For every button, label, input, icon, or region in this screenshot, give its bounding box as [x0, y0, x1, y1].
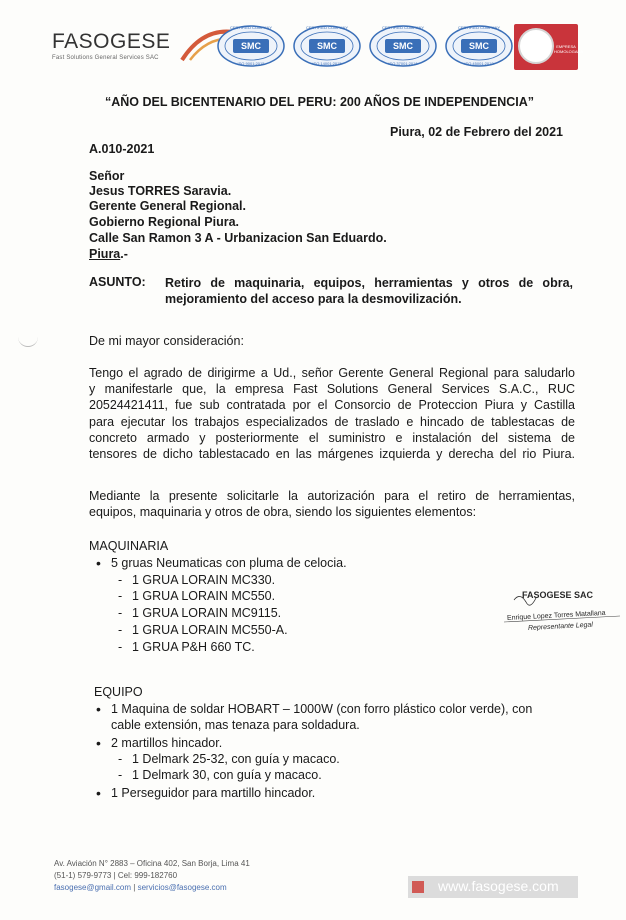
- recipient-address: Calle San Ramon 3 A - Urbanizacion San Eduardo.: [89, 231, 387, 245]
- maquinaria-item: - 1 GRUA LORAIN MC330.: [132, 573, 275, 587]
- seal-top-label: CERTIFIED COMPANY: [381, 25, 425, 30]
- equipo-bullet: • 1 Perseguidor para martillo hincador.: [111, 786, 315, 800]
- footer-phones: (51-1) 579-9773 | Cel: 999-182760: [54, 871, 178, 880]
- email-separator: |: [133, 883, 136, 892]
- letter-date: Piura, 02 de Febrero del 2021: [390, 125, 563, 139]
- maquinaria-item: - 1 GRUA P&H 660 TC.: [132, 640, 255, 654]
- greeting: De mi mayor consideración:: [89, 334, 244, 348]
- paragraph-line: 20524421411, fue sub contratada por el Consorcio de Proteccion Piura y Castilla: [89, 398, 575, 413]
- equipo-item: - 1 Delmark 30, con guía y macaco.: [132, 768, 322, 782]
- paragraph-line: equipos, maquinaria y otros de obra, siendo los siguientes elementos:: [89, 505, 477, 520]
- certification-seals: [216, 24, 514, 68]
- certification-seal: [216, 24, 286, 68]
- equipo-bullet: • 2 martillos hincador.: [111, 736, 222, 750]
- seal-bottom-label: ISO 9001:2015: [237, 61, 265, 66]
- paragraph-line: Mediante la presente solicitarle la autorización para el retiro de herramientas,: [89, 489, 575, 503]
- footer-contact: [54, 858, 250, 894]
- stamp-title: Representante Legal: [527, 621, 594, 632]
- paragraph-2: [89, 488, 575, 520]
- year-motto: “AÑO DEL BICENTENARIO DEL PERU: 200 AÑOS DE INDEPENDENCIA”: [105, 95, 534, 109]
- letter-reference: A.010-2021: [89, 142, 155, 156]
- email-link[interactable]: servicios@fasogese.com: [137, 883, 227, 892]
- maquinaria-item: - 1 GRUA LORAIN MC550.: [132, 589, 275, 603]
- badge-text: EMPRESA HOMOLOGADA: [554, 44, 584, 54]
- recipient-organization: Gobierno Regional Piura.: [89, 215, 240, 229]
- subject-line: mejoramiento del acceso para la desmovilización.: [165, 292, 462, 306]
- email-link[interactable]: fasogese@gmail.com: [54, 883, 132, 892]
- certification-seal: [444, 24, 514, 68]
- subject-label: ASUNTO:: [89, 275, 146, 289]
- paragraph-line: Tengo el agrado de dirigirme a Ud., señor Gerente General Regional para saludarlo: [89, 366, 575, 380]
- homologated-badge: [514, 24, 584, 70]
- maquinaria-item: - 1 GRUA LORAIN MC9115.: [132, 606, 281, 620]
- certification-seal: [368, 24, 438, 68]
- paragraph-line: concreto armado y posteriormente el suministro e instalación del sistema de: [89, 430, 575, 445]
- smc-mark: SMC: [385, 39, 421, 53]
- stamp-name: Enrique Lopez Torres Matallana: [506, 609, 606, 622]
- equipo-bullet: • 1 Maquina de soldar HOBART – 1000W (con forro plástico color verde), con: [111, 702, 532, 716]
- recipient-position: Gerente General Regional.: [89, 199, 246, 213]
- recipient-city-suffix: .-: [120, 247, 128, 261]
- equipo-item: - 1 Delmark 25-32, con guía y macaco.: [132, 752, 340, 766]
- recipient-salutation: Señor: [89, 169, 125, 183]
- certification-seal: [292, 24, 362, 68]
- seal-top-label: CERTIFIED COMPANY: [305, 25, 349, 30]
- footer-square-icon: [412, 881, 424, 893]
- smc-mark: SMC: [309, 39, 345, 53]
- logo-text: FASOGESE: [52, 30, 171, 53]
- recipient-city-line: [89, 246, 128, 262]
- maquinaria-item: - 1 GRUA LORAIN MC550-A.: [132, 623, 288, 637]
- seal-top-label: CERTIFIED COMPANY: [457, 25, 501, 30]
- logo-subtext: Fast Solutions General Services SAC: [52, 55, 159, 61]
- seal-bottom-label: ISO 14001:2015: [312, 61, 342, 66]
- maquinaria-heading: MAQUINARIA: [89, 539, 169, 553]
- subject-text: [165, 275, 573, 307]
- badge-seal-icon: [518, 28, 554, 64]
- website-link[interactable]: www.fasogese.com: [438, 878, 559, 894]
- paragraph-line: y manifestarle que, la empresa Fast Solutions General Services S.A.C., RUC: [89, 382, 575, 397]
- equipo-bullet-continuation: cable extensión, mas tenaza para soldadura.: [111, 718, 360, 732]
- subject-line: Retiro de maquinaria, equipos, herramientas y otros de obra,: [165, 276, 573, 290]
- paragraph-1: [89, 365, 575, 462]
- recipient-name: Jesus TORRES Saravia.: [89, 184, 232, 198]
- seal-bottom-label: ISO 45001:2018: [464, 61, 494, 66]
- seal-bottom-label: ISO 37001:2016: [388, 61, 418, 66]
- seal-top-label: CERTIFIED COMPANY: [229, 25, 273, 30]
- stamp-company: FASOGESE SAC: [522, 590, 594, 600]
- smc-mark: SMC: [461, 39, 497, 53]
- equipo-heading: EQUIPO: [94, 685, 143, 699]
- footer-address: Av. Aviación N° 2883 – Oficina 402, San Borja, Lima 41: [54, 859, 250, 868]
- paragraph-line: tensores de dicho tablestacado en las márgenes izquierda y derecha del rio Piura.: [89, 447, 575, 462]
- company-stamp: [502, 588, 622, 648]
- maquinaria-bullet: • 5 gruas Neumaticas con pluma de celocia.: [111, 556, 347, 570]
- footer-emails: [54, 882, 250, 894]
- paragraph-line: para ejecutar los trabajos especializados de traslado e hincado de tablestacas de: [89, 414, 575, 429]
- margin-mark: [18, 337, 38, 347]
- company-logo: [52, 30, 170, 61]
- smc-mark: SMC: [233, 39, 269, 53]
- recipient-city: Piura: [89, 247, 121, 261]
